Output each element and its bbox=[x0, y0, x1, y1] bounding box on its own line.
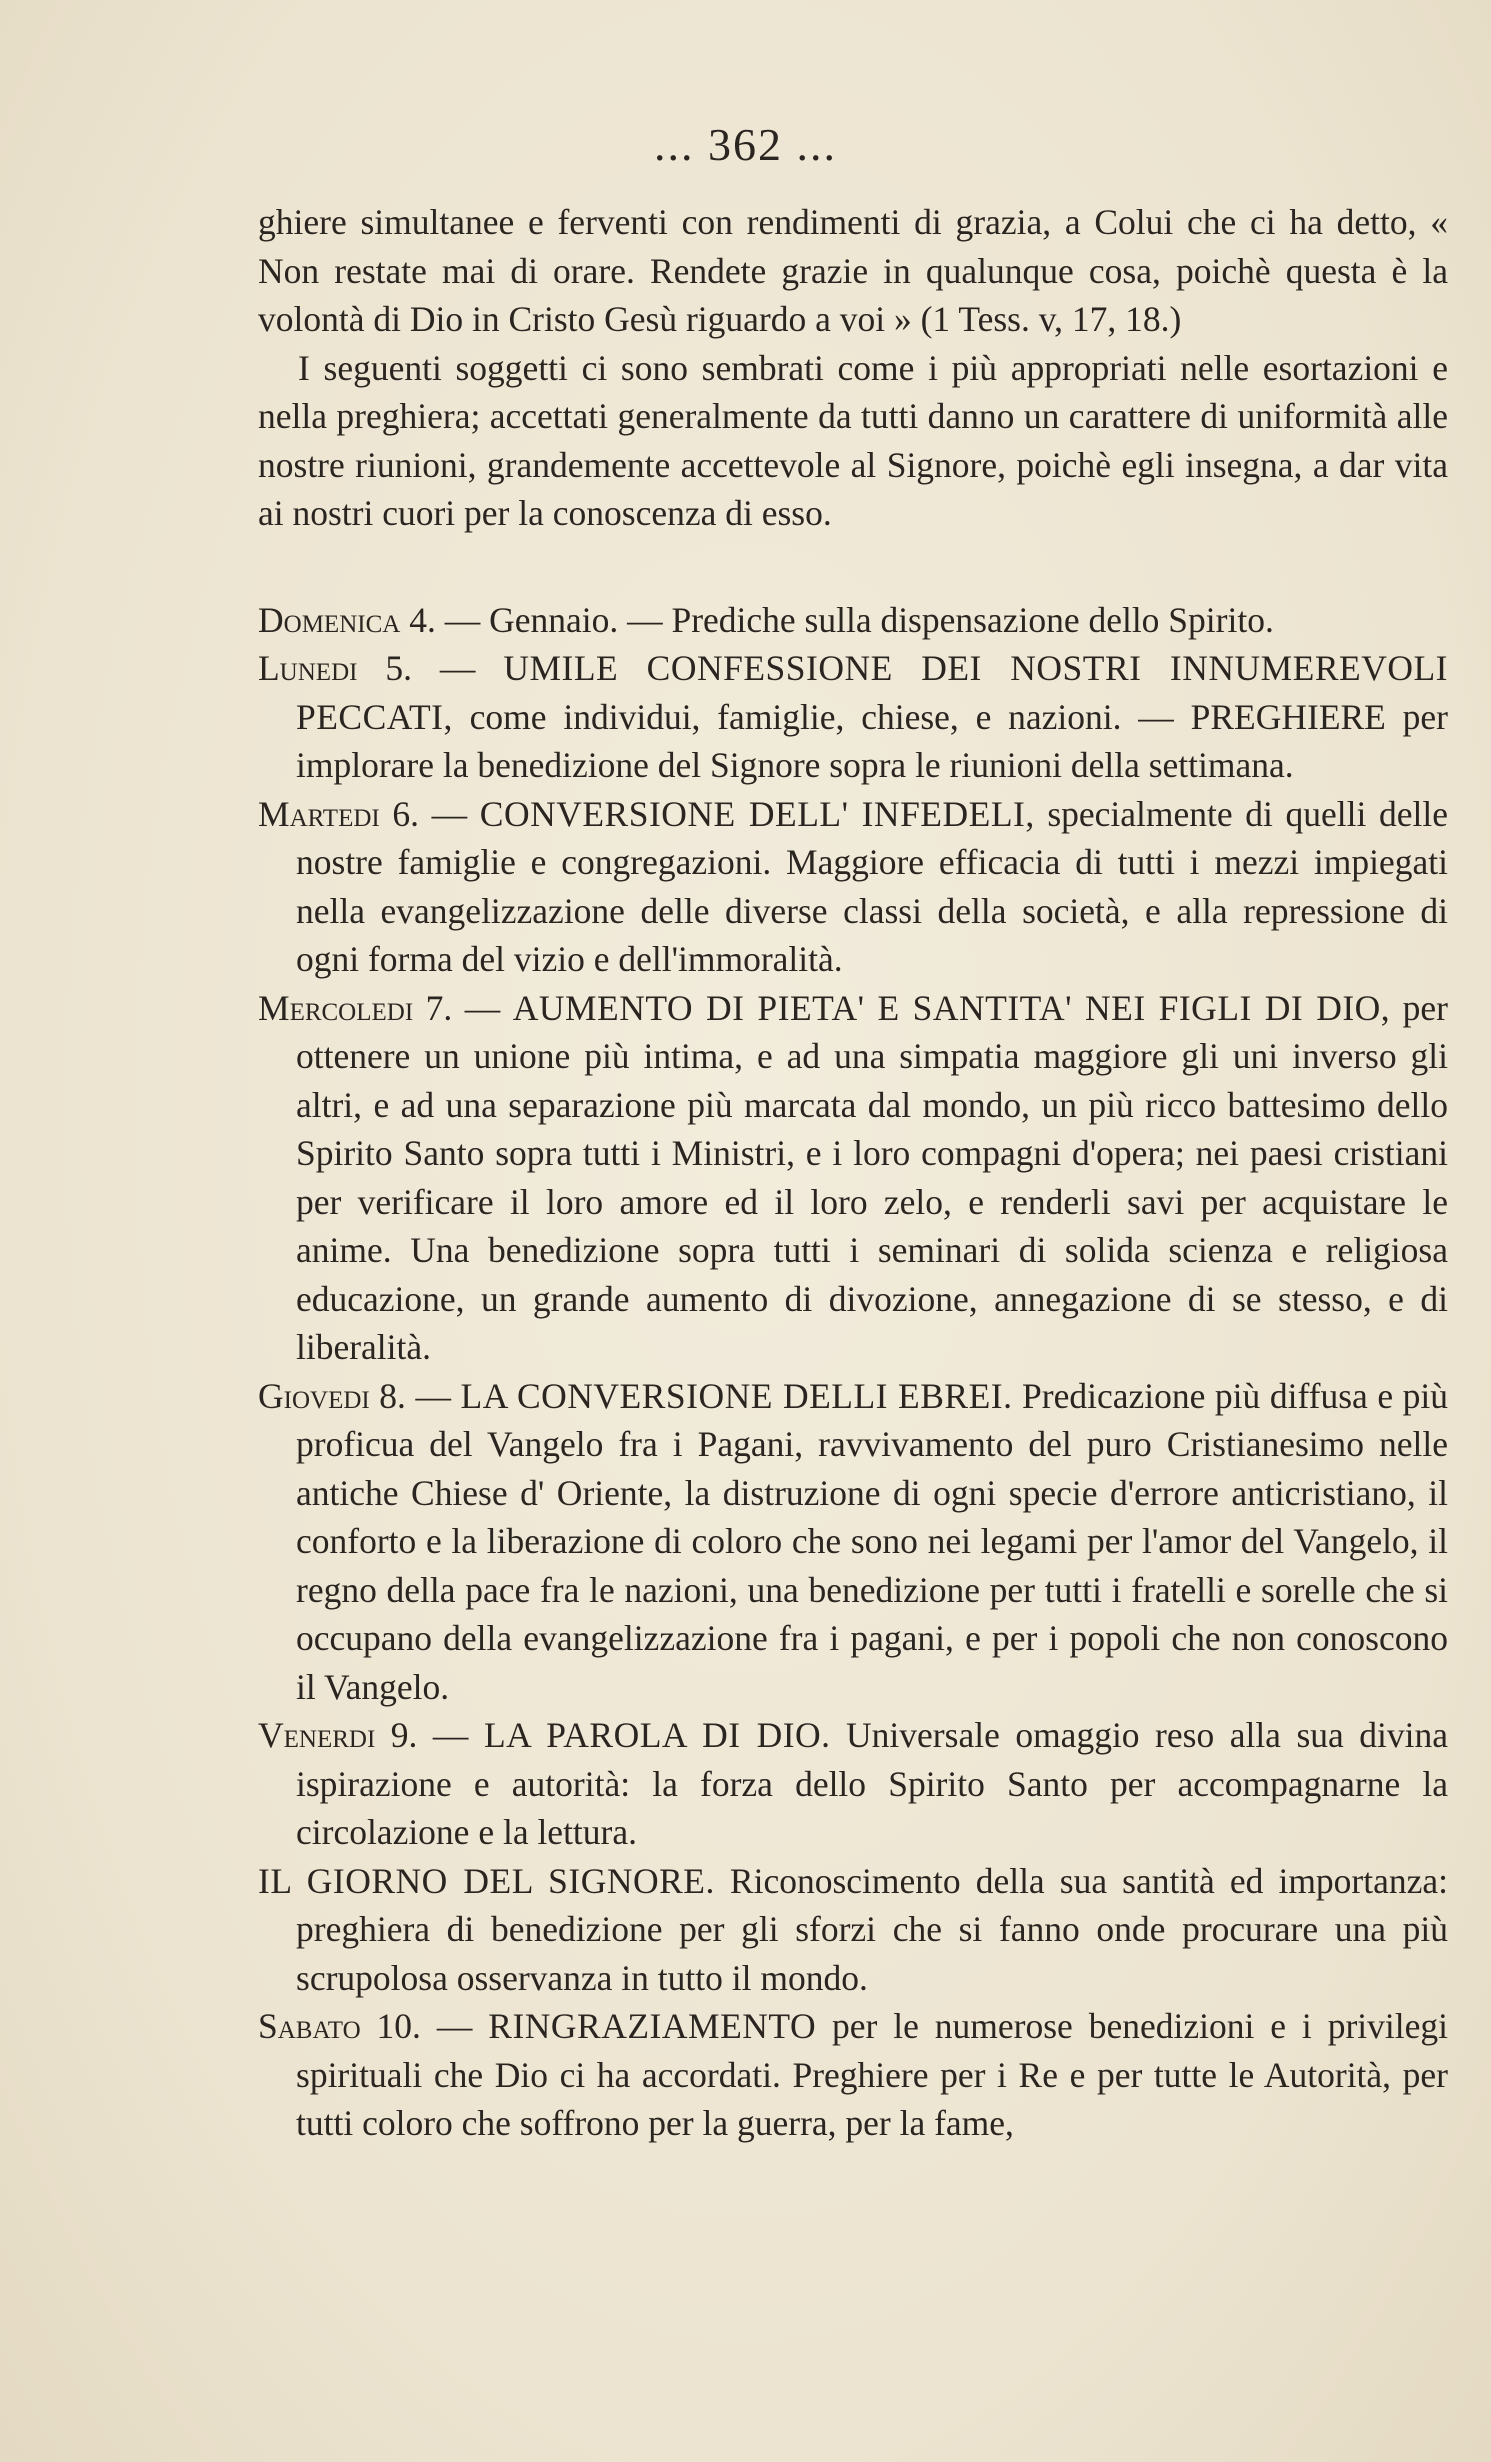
intro-paragraph-1: ghiere simultanee e ferventi con rendimenti di grazia, a Colui che ci ha detto, « Non restate mai di orare. Rendete grazie in qualunque cosa, poichè questa è la volontà di Dio in Cristo Gesù riguardo a voi » (1 Tess. v, 17, 18.) bbox=[258, 202, 1448, 339]
entry-day: Sabato bbox=[258, 2006, 361, 2046]
entry-topic: LA CONVERSIONE DELLI EBREI. bbox=[460, 1375, 1013, 1416]
entry-head: 4. — bbox=[400, 599, 490, 640]
intro-paragraph-2: I seguenti soggetti ci sono sembrati come i più appropriati nelle esortazioni e nella preghiera; accettati generalmente da tutti danno un carattere di uniformità alle nostre riunioni, grandemente accettevole al Signore, poichè egli insegna, a dar vita ai nostri cuori per la conoscenza di esso. bbox=[258, 347, 1448, 533]
entry-topic: IL GIORNO DEL SIGNORE. bbox=[258, 1860, 715, 1901]
entry-text: per ottenere un unione più intima, e ad una simpatia maggiore gli uni inverso gli altri, e ad una separazione più marcata dal mondo, un più ricco battesimo dello Spirito Santo sopra tutti i Ministri, e i loro compagni d'opera; nei paesi cristiani per verificare il loro amore ed il loro zelo, e renderli savi per acquistare le anime. Una benedizione sopra tutti i seminari di solida scienza e religiosa educazione, un grande aumento di divozione, annegazione di se stesso, e di liberalità. bbox=[296, 987, 1448, 1367]
entry-text: specialmente di quelli delle nostre famiglie e congregazioni. Maggiore efficacia di tutti i mezzi impiegati nella evangelizzazione delle diverse classi della società, e alla repressione di ogni forma del vizio e dell'immoralità. bbox=[296, 793, 1449, 979]
entry-topic: CONVERSIONE DELL' INFEDELI, bbox=[479, 793, 1035, 834]
entry-mercoledi bbox=[258, 984, 1448, 1372]
entry-topic: UMILE CONFESSIONE DEI NOSTRI INNUMEREVOLI PECCATI, bbox=[296, 648, 1449, 737]
entry-head: 6. — bbox=[379, 793, 480, 834]
entry-head: 9. — bbox=[375, 1715, 484, 1755]
entry-giorno-del-signore bbox=[258, 1857, 1448, 2003]
page-number: ... 362 ... bbox=[654, 119, 837, 170]
entry-martedi bbox=[258, 790, 1448, 984]
entry-topic: RINGRAZIAMENTO bbox=[488, 2006, 817, 2046]
entry-day: Mercoledi bbox=[258, 987, 414, 1028]
entry-giovedi bbox=[258, 1372, 1448, 1712]
entry-venerdi bbox=[258, 1711, 1448, 1857]
entry-text: per le numerose benedizioni e i privilegi spirituali che Dio ci ha accordati. Preghiere per i Re e per tutte le Autorità, per tutti coloro che soffrono per la guerra, per la fame, bbox=[296, 2006, 1448, 2143]
entry-topic: AUMENTO DI PIETA' E SANTITA' NEI FIGLI DI DIO, bbox=[512, 987, 1391, 1028]
entry-day: Venerdi bbox=[258, 1715, 376, 1755]
entry-day: Lunedi bbox=[258, 648, 358, 688]
entry-lunedi bbox=[258, 644, 1448, 790]
section-gap bbox=[258, 538, 1448, 596]
entry-head: 8. — bbox=[369, 1375, 461, 1416]
entry-text: Universale omaggio reso alla sua divina ispirazione e autorità: la forza dello Spirito Santo per accompagnarne la circolazione e la lettura. bbox=[296, 1715, 1449, 1852]
entry-text: Riconoscimento della sua santità ed importanza: preghiera di benedizione per gli sforzi che si fanno onde procurare una più scrupolosa osservanza in tutto il mondo. bbox=[296, 1860, 1448, 1998]
entry-day: Martedi bbox=[258, 793, 380, 834]
entry-text: come individui, famiglie, chiese, e nazioni. — PREGHIERE per implorare la benedizione del Signore sopra le riunioni della settimana. bbox=[296, 696, 1448, 785]
entry-head: 7. — bbox=[413, 987, 513, 1028]
entry-head: 10. — bbox=[360, 2006, 489, 2046]
entry-text: Gennaio. — Prediche sulla dispensazione dello Spirito. bbox=[489, 599, 1274, 640]
page-body bbox=[258, 198, 1448, 2148]
entry-topic: LA PAROLA DI DIO. bbox=[483, 1715, 831, 1755]
entry-day: Giovedi bbox=[258, 1375, 370, 1416]
entry-sabato bbox=[258, 2002, 1448, 2148]
entry-text: Predicazione più diffusa e più proficua del Vangelo fra i Pagani, ravvivamento del puro Cristianesimo nelle antiche Chiese d' Oriente, la distruzione di ogni specie d'errore anticristiano, il conforto e la liberazione di coloro che sono nei legami per l'amor del Vangelo, il regno della pace fra le nazioni, una benedizione per tutti i fratelli e sorelle che si occupano della evangelizzazione fra i pagani, e per i popoli che non conoscono il Vangelo. bbox=[296, 1375, 1449, 1707]
entry-head: 5. — bbox=[357, 648, 504, 688]
entry-domenica bbox=[258, 596, 1448, 645]
entry-day: Domenica bbox=[258, 599, 401, 640]
